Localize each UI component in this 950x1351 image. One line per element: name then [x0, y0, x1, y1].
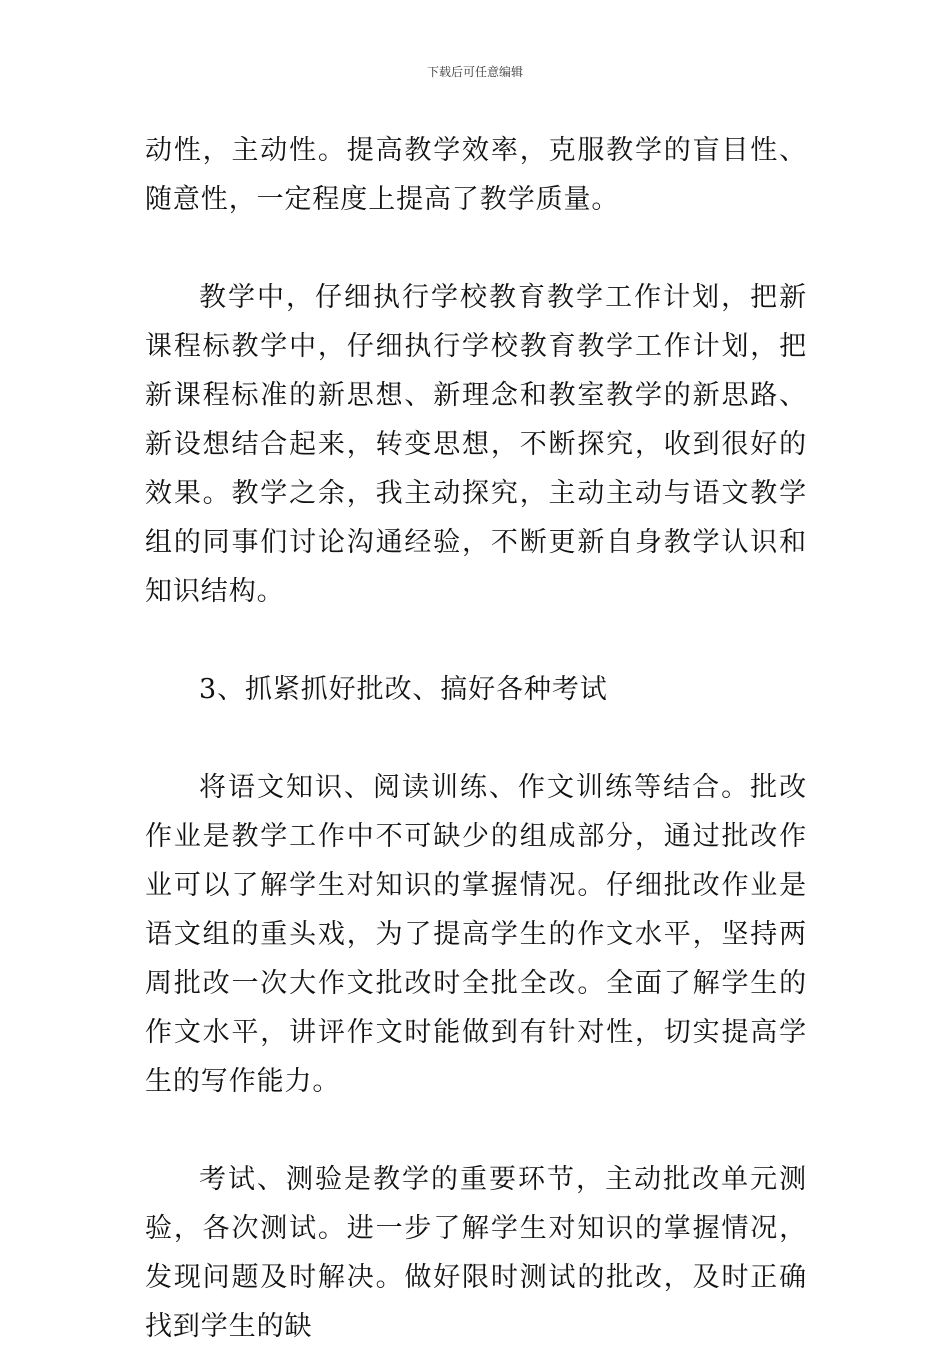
paragraph-exams: 考试、测验是教学的重要环节，主动批改单元测验，各次测试。进一步了解学生对知识的掌握情况，发现问题及时解决。做好限时测试的批改，及时正确找到学生的缺 — [145, 1164, 807, 1342]
paragraph-teaching-plan: 教学中，仔细执行学校教育教学工作计划，把新课程标教学中，仔细执行学校教育教学工作计划，把新课程标准的新思想、新理念和教室教学的新思路、新设想结合起来，转变思想，不断探究，收到很好的效果。教学之余，我主动探究，主动主动与语文教学组的同事们讨论沟通经验，不断更新自身教学认识和知识结构。 — [145, 282, 807, 607]
paragraph-gap — [145, 616, 807, 665]
paragraph-continuation: 动性，主动性。提高教学效率，克服教学的盲目性、随意性，一定程度上提高了教学质量。 — [145, 135, 807, 215]
paragraph-homework-grading: 将语文知识、阅读训练、作文训练等结合。批改作业是教学工作中不可缺少的组成部分，通过批改作业可以了解学生对知识的掌握情况。仔细批改作业是语文组的重头戏，为了提高学生的作文水平，坚持两周批改一次大作文批改时全批全改。全面了解学生的作文水平，讲评作文时能做到有针对性，切实提高学生的写作能力。 — [145, 772, 807, 1097]
section-heading: 3、抓紧抓好批改、搞好各种考试 — [199, 674, 608, 705]
paragraph-gap — [145, 224, 807, 273]
page-header: 下载后可任意编辑 — [426, 65, 523, 79]
document-body — [145, 126, 807, 1351]
paragraph-gap — [145, 714, 807, 763]
paragraph-gap — [145, 1106, 807, 1155]
